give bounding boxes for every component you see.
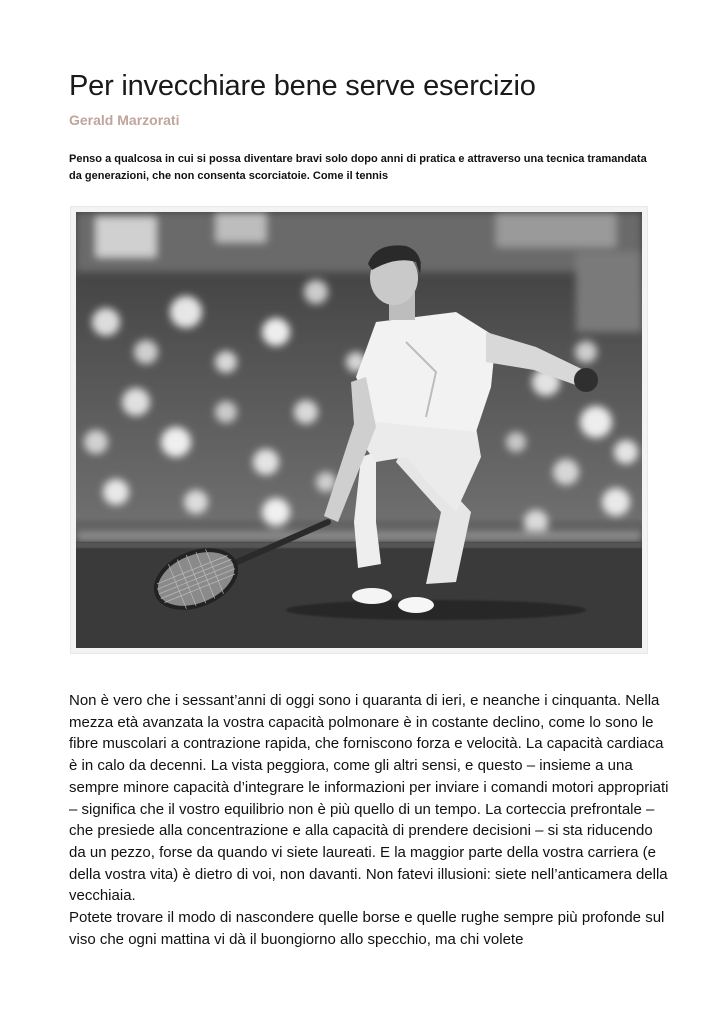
article-paragraph: Potete trovare il modo di nascondere quelle borse e quelle rughe sempre più profonde sul viso che ogni mattina vi dà il buongiorno allo specchio, ma chi volete <box>69 909 665 948</box>
article-author: Gerald Marzorati <box>69 112 180 128</box>
article-paragraph: Non è vero che i sessant’anni di oggi sono i quaranta di ieri, e neanche i cinquanta. Nella mezza età avanzata la vostra capacità polmonare è in costante declino, come lo sono le fibre muscolari a contrazione rapida, che forniscono forza e velocità. La capacità cardiaca è in calo da decenni. La vista peggiora, come gli altri sensi, e questo – insieme a una sempre minore capacità d’integrare le informazioni per inviare i comandi motori appropriati – significa che il vostro equilibrio non è più quello di un tempo. La corteccia prefrontale – che presiede alla concentrazione e alla capacità di prendere decisioni – si sta riducendo da un pezzo, forse da quando vi siete laureati. E la maggior parte della vostra carriera (e della vostra vita) è dietro di voi, non davanti. Non fatevi illusioni: siete nell’anticamera della vecchiaia. <box>69 692 669 905</box>
article-lead: Penso a qualcosa in cui si possa diventare bravi solo dopo anni di pratica e attraverso una tecnica tramandata da generazioni, che non consenta scorciatoie. Come il tennis <box>69 153 647 182</box>
article-body <box>69 690 669 950</box>
photo-frame <box>70 206 648 654</box>
tennis-player-photo <box>76 212 642 648</box>
article-title: Per invecchiare bene serve esercizio <box>69 70 536 102</box>
